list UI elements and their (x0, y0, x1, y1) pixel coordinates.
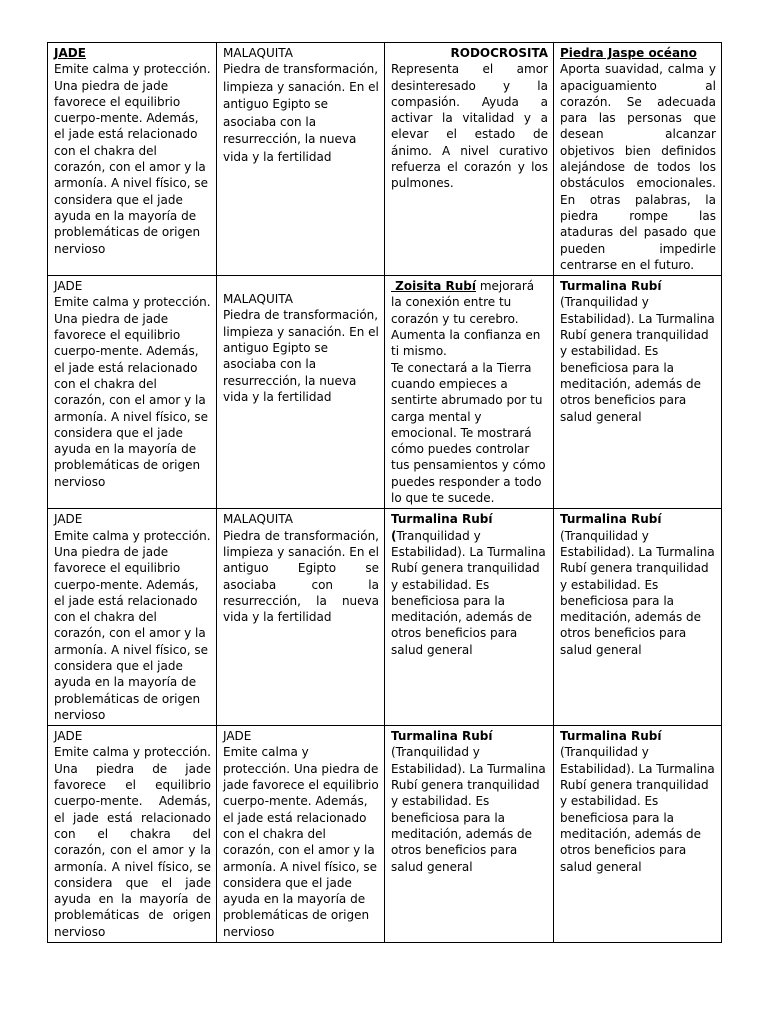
cell-body: mejorará la conexión entre tu corazón y tu cerebro. Aumenta la confianza en ti mismo. (391, 279, 541, 359)
cell-title: JADE (223, 729, 252, 744)
cell-title: JADE (54, 46, 86, 60)
cell-jade (48, 509, 217, 726)
cell-body: (Tranquilidad y Estabilidad). La Turmalina Rubí genera tranquilidad y estabilidad. Es beneficiosa para la meditación, además de otros beneficios para salud general (391, 745, 546, 874)
cell-body: (Tranquilidad y Estabilidad). La Turmalina Rubí genera tranquilidad y estabilidad. Es beneficiosa para la meditación, además de otros beneficios para salud general (560, 295, 715, 424)
cell-body: Emite calma y protección. Una piedra de jade favorece el equilibrio cuerpo-mente. Además, el jade está relacionado con el chakra del corazón, con el amor y la armonía. A nivel físico, se considera que el jade ayuda en la mayoría de problemáticas de origen nervioso (54, 62, 211, 256)
table-row (48, 726, 722, 943)
cell-title: MALAQUITA (223, 512, 293, 527)
cell-jade (48, 726, 217, 943)
cell-body-2: Te conectará a la Tierra cuando empieces a sentirte abrumado por tu carga mental y emocional. Te mostrará cómo puedes controlar tus pensamientos y cómo puedes responder a todo lo que te sucede. (391, 360, 546, 506)
cell-title: Zoisita Rubí (391, 279, 476, 294)
cell-body: Aporta suavidad, calma y apaciguamiento al corazón. Se adecuada para las personas que desean alcanzar objetivos bien definidos alejándose de todos los obstáculos emocionales. En otras palabras, la piedra rompe las ataduras del pasado que pueden impedirle centrarse en el futuro. (560, 62, 716, 272)
cell-turmalina-rubi: Turmalina Rubí (Tranquilidad y Estabilidad). La Turmalina Rubí genera tranquilidad y estabilidad. Es beneficiosa para la meditación, además de otros beneficios para salud general (385, 509, 554, 726)
cell-body: (Tranquilidad y Estabilidad). La Turmalina Rubí genera tranquilidad y estabilidad. Es beneficiosa para la meditación, además de otros beneficios para salud general (560, 528, 715, 657)
cell-zoisita-rubi (385, 276, 554, 509)
table-row (48, 509, 722, 726)
cell-jade (48, 276, 217, 509)
cell-body: Emite calma y protección. Una piedra de jade favorece el equilibrio cuerpo-mente. Además, el jade está relacionado con el chakra del corazón, con el amor y la armonía. A nivel físico, se considera que el jade ayuda en la mayoría de problemáticas de origen nervioso (54, 745, 211, 939)
cell-body: Emite calma y protección. Una piedra de jade favorece el equilibrio cuerpo-mente. Además, el jade está relacionado con el chakra del corazón, con el amor y la armonía. A nivel físico, se considera que el jade ayuda en la mayoría de problemáticas de origen nervioso (54, 528, 211, 722)
cell-body: Piedra de transformación, limpieza y sanación. En el antiguo Egipto se asociaba con la resurrección, la nueva vida y la fertilidad (223, 528, 379, 625)
cell-title: RODOCROSITA (450, 46, 548, 60)
cell-title: Piedra Jaspe océano (560, 46, 697, 60)
cell-rodocrosita (385, 43, 554, 276)
cell-title: JADE (54, 512, 83, 527)
cell-malaquita (217, 276, 385, 509)
cell-title: JADE (54, 279, 83, 294)
cell-turmalina-rubi (385, 726, 554, 943)
cell-title: MALAQUITA (223, 46, 293, 60)
stones-table (47, 42, 722, 943)
table-row (48, 43, 722, 276)
cell-turmalina-rubi (554, 276, 722, 509)
cell-body: Emite calma y protección. Una piedra de jade favorece el equilibrio cuerpo-mente. Además, el jade está relacionado con el chakra del corazón, con el amor y la armonía. A nivel físico, se considera que el jade ayuda en la mayoría de problemáticas de origen nervioso (223, 745, 379, 939)
cell-jaspe-oceano (554, 43, 722, 276)
cell-malaquita (217, 509, 385, 726)
cell-jade (217, 726, 385, 943)
cell-body: Tranquilidad y Estabilidad). La Turmalina Rubí genera tranquilidad y estabilidad. Es beneficiosa para la meditación, además de otros beneficios para salud general (391, 528, 546, 657)
cell-body: Emite calma y protección. Una piedra de jade favorece el equilibrio cuerpo-mente. Además, el jade está relacionado con el chakra del corazón, con el amor y la armonía. A nivel físico, se considera que el jade ayuda en la mayoría de problemáticas de origen nervioso (54, 295, 211, 489)
cell-turmalina-rubi (554, 509, 722, 726)
cell-malaquita (217, 43, 385, 276)
cell-title: Turmalina Rubí (560, 729, 662, 744)
cell-turmalina-rubi (554, 726, 722, 943)
cell-body: Representa el amor desinteresado y la compasión. Ayuda a activar la vitalidad y a elevar el estado de ánimo. A nivel curativo refuerza el corazón y los pulmones. (391, 62, 548, 191)
cell-title: Turmalina Rubí (560, 279, 662, 294)
cell-title: Turmalina Rubí (391, 729, 493, 744)
cell-body: (Tranquilidad y Estabilidad). La Turmalina Rubí genera tranquilidad y estabilidad. Es beneficiosa para la meditación, además de otros beneficios para salud general (560, 745, 715, 874)
cell-body: Piedra de transformación, limpieza y sanación. En el antiguo Egipto se asociaba con la resurrección, la nueva vida y la fertilidad (223, 62, 379, 164)
cell-title: Turmalina Rubí (391, 512, 493, 527)
cell-title: JADE (54, 729, 83, 744)
cell-title: Turmalina Rubí (560, 512, 662, 527)
cell-title: MALAQUITA (223, 292, 293, 307)
cell-body: Piedra de transformación, limpieza y sanación. En el antiguo Egipto se asociaba con la resurrección, la nueva vida y la fertilidad (223, 308, 379, 404)
table-row (48, 276, 722, 509)
cell-jade (48, 43, 217, 276)
